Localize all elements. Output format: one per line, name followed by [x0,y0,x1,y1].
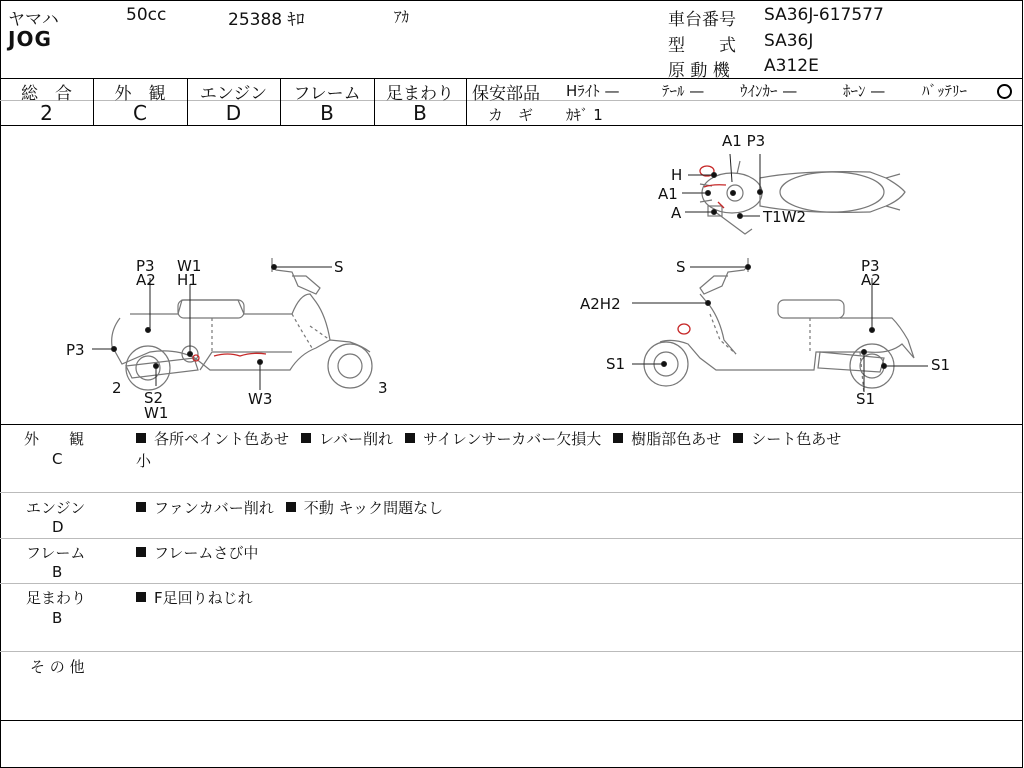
grade-frame-value: B [320,101,334,125]
remark-frame-grade: B [52,563,63,581]
safety-tail: ﾃｰﾙ — [662,82,705,100]
bullet-square-icon [136,547,146,557]
label-top-a1p3: A1 P3 [722,132,766,150]
label-top-h: H [671,166,683,184]
remark-engine-label: エンジン [26,499,86,517]
engine-value: A312E [764,56,819,76]
label-right-a2: A2 [861,271,881,289]
remark-frame-items [136,542,270,563]
divider [0,424,1022,425]
bullet-square-icon [301,433,311,443]
divider [0,492,1022,493]
label-left-3: 3 [378,379,388,397]
remark-exterior-items [136,428,841,449]
type-value: SA36J [764,31,814,51]
remark-engine-grade: D [52,518,64,536]
label-left-a2: A2 [136,271,156,289]
remark-suspension-items [136,587,265,608]
label-left-s2: S2 [144,389,164,407]
remark-other-label: そ の 他 [30,658,85,676]
divider [0,720,1022,721]
model-name: JOG [8,27,52,51]
divider [0,651,1022,652]
divider [0,583,1022,584]
grade-suspension-label: 足まわり [386,84,454,104]
label-left-w1: W1 [177,257,202,275]
bullet-square-icon [613,433,623,443]
remark-exterior-overflow: 小 [136,452,152,470]
remark-item: F足回りねじれ [154,589,253,607]
damage-diagram [0,126,1022,424]
label-top-a1: A1 [658,185,678,203]
remark-item: 樹脂部色あせ [631,430,722,448]
bullet-square-icon [136,592,146,602]
frame-number-label: 車台番号 [668,10,736,30]
engine-label: 原 動 機 [668,61,730,81]
label-right-s: S [676,258,686,276]
grade-overall-label: 総 合 [21,84,72,104]
label-right-s1-rear: S1 [931,356,951,374]
grade-suspension-value: B [413,101,427,125]
grade-engine-value: D [225,101,242,125]
grade-exterior-value: C [133,101,147,125]
safety-horn: ﾎｰﾝ — [843,82,886,100]
red-damage-marks [193,166,726,361]
color: ｱｶ [394,8,410,26]
remark-item: 不動 キック問題なし [303,499,444,517]
remark-item: レバー削れ [319,430,393,448]
remark-item: ファンカバー削れ [154,499,274,517]
remark-item: 各所ペイント色あせ [154,430,290,448]
divider [0,538,1022,539]
key-label: カ ギ [488,106,534,124]
remark-exterior-label: 外 観 [24,430,85,448]
remark-suspension-grade: B [52,609,63,627]
key-value: ｶｷﾞ 1 [566,106,603,124]
bullet-square-icon [286,502,296,512]
grade-overall-value: 2 [40,101,53,125]
label-left-s: S [334,258,344,276]
label-left-p3-rear: P3 [66,341,85,359]
label-right-s1-bottom: S1 [856,390,876,408]
remark-item: シート色あせ [751,430,842,448]
remark-item: サイレンサーカバー欠損大 [422,430,602,448]
divider [466,78,467,125]
remark-exterior-grade: C [52,450,63,468]
label-left-p3: P3 [136,257,155,275]
label-left-w1b: W1 [144,404,169,422]
safety-headlight: Hﾗｲﾄ — [566,82,620,100]
label-left-2: 2 [112,379,122,397]
safety-battery: ﾊﾞｯﾃﾘｰ [922,82,968,100]
label-top-a: A [671,204,682,222]
label-right-p3: P3 [861,257,880,275]
grade-exterior-label: 外 観 [114,84,166,104]
safety-parts-label: 保安部品 [472,84,540,104]
label-left-h1: H1 [177,271,198,289]
bullet-square-icon [733,433,743,443]
grade-frame-label: フレーム [293,84,361,104]
label-left-w3: W3 [248,390,273,408]
remark-engine-items [136,497,455,518]
remark-item: フレームさび中 [154,544,259,562]
remark-frame-label: フレーム [26,544,86,562]
mileage: 25388 ｷﾛ [228,10,305,30]
label-right-a2h2: A2H2 [580,295,621,313]
grade-engine-label: エンジン [199,84,268,104]
bullet-square-icon [136,433,146,443]
label-right-s1-front: S1 [606,355,626,373]
remark-suspension-label: 足まわり [26,589,87,607]
battery-ok-circle-icon [997,84,1012,99]
safety-winker: ｳｲﾝｶｰ — [740,82,798,100]
type-label: 型 式 [668,36,736,56]
bullet-square-icon [405,433,415,443]
frame-number: SA36J-617577 [764,5,884,25]
bullet-square-icon [136,502,146,512]
label-top-t1w2: T1W2 [763,208,807,226]
displacement: 50cc [126,5,167,25]
maker: ヤマハ [8,10,59,30]
